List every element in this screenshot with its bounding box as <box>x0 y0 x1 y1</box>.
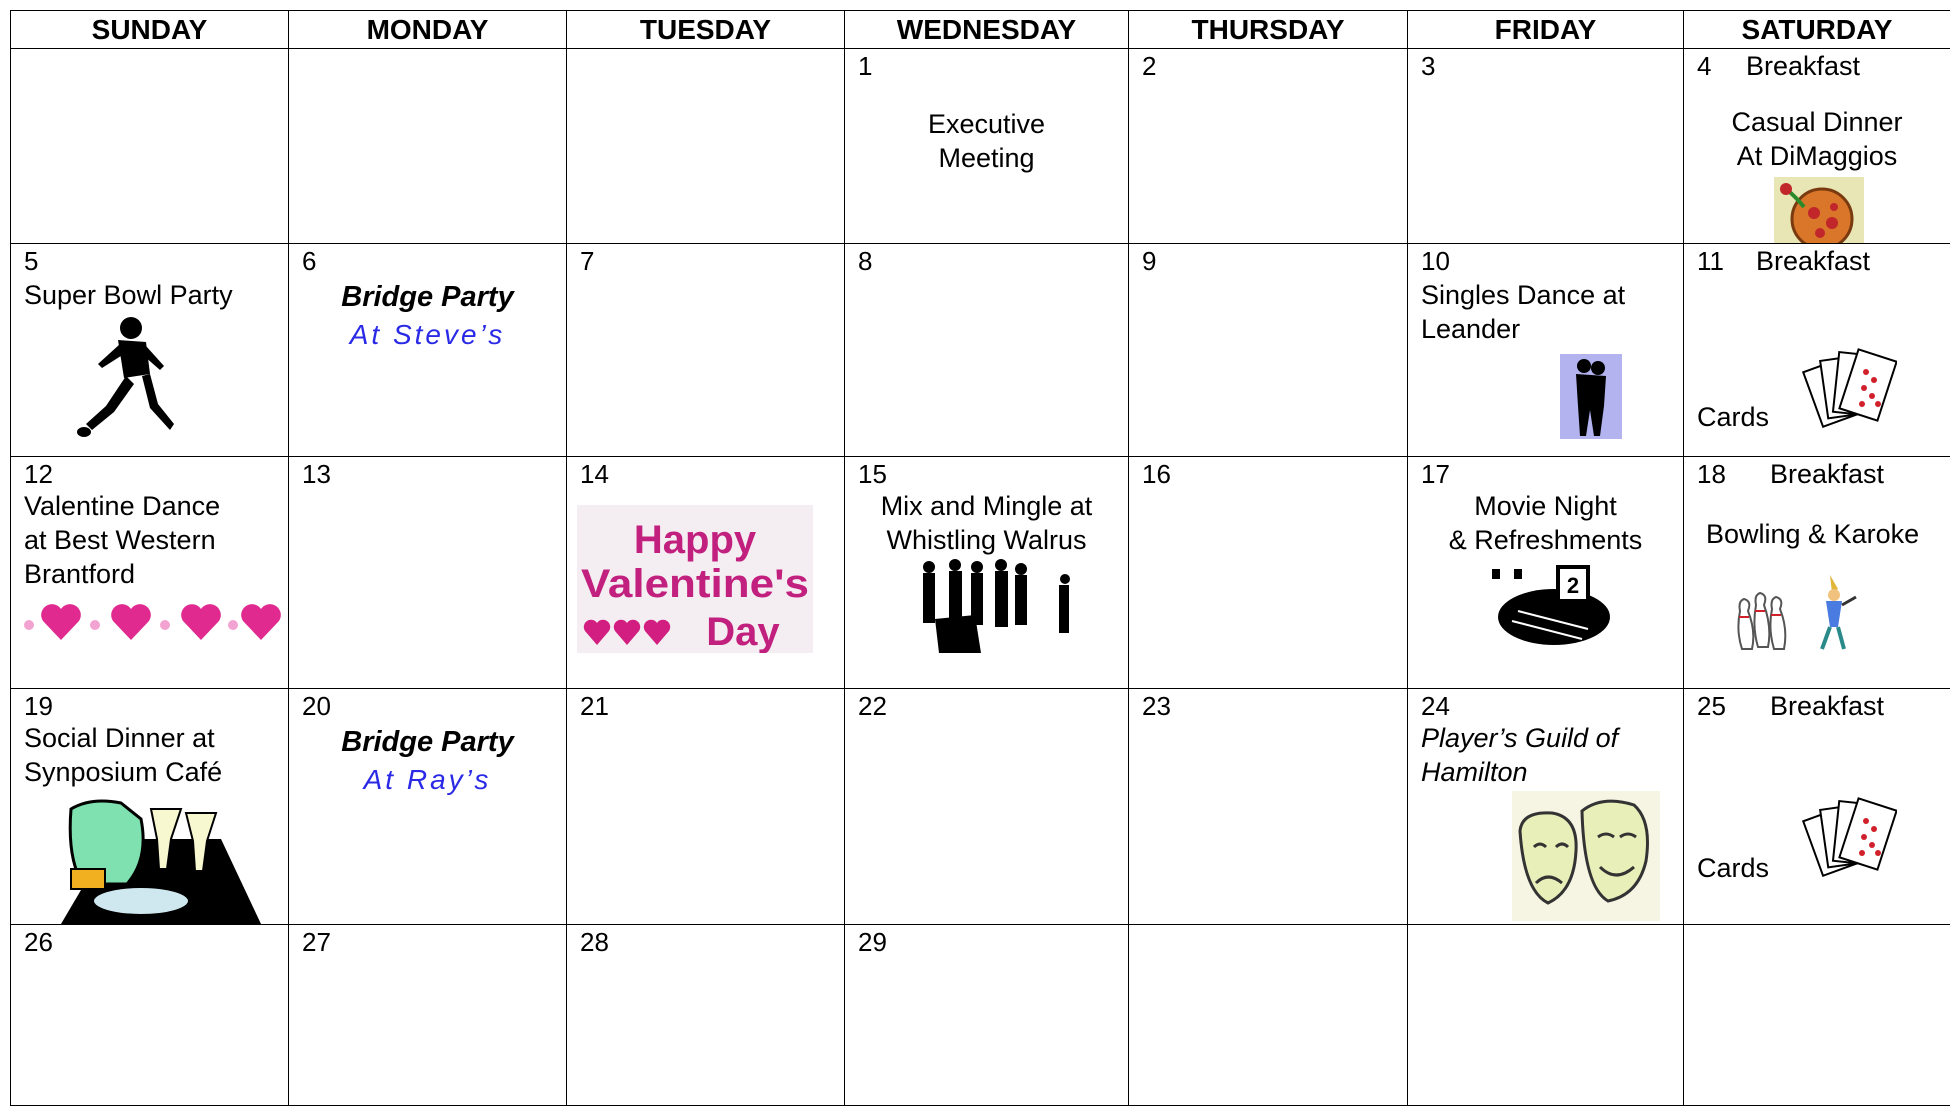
day-cell-3[interactable] <box>1408 49 1684 244</box>
svg-text:Day: Day <box>706 610 780 653</box>
hearts-border-icon <box>21 595 281 645</box>
header-tuesday: TUESDAY <box>567 11 845 49</box>
day-cell-29[interactable] <box>845 925 1129 1106</box>
event-breakfast: Breakfast <box>1756 246 1871 276</box>
header-thursday: THURSDAY <box>1129 11 1408 49</box>
day-number: 1 <box>858 51 873 81</box>
week-row-3 <box>11 457 1950 689</box>
day-number: 27 <box>302 927 331 957</box>
day-cell-28[interactable] <box>567 925 845 1106</box>
event-singles-dance: Singles Dance at Leander <box>1421 280 1626 344</box>
day-number: 19 <box>24 691 53 721</box>
theater-masks-icon <box>1512 791 1660 921</box>
day-cell-2[interactable] <box>1129 49 1408 244</box>
day-number: 9 <box>1142 246 1157 276</box>
day-cell-22[interactable] <box>845 689 1129 925</box>
day-number: 21 <box>580 691 609 721</box>
day-number: 25 <box>1697 691 1726 721</box>
event-bridge-party-title: Bridge Party <box>341 726 514 758</box>
day-cell-24[interactable] <box>1408 689 1684 925</box>
dinner-table-icon <box>31 789 261 924</box>
day-cell-empty <box>1129 925 1408 1106</box>
day-number: 17 <box>1421 459 1450 489</box>
event-bridge-party-host: At Ray’s <box>363 764 492 795</box>
calendar-grid <box>10 10 1950 1106</box>
playing-cards-icon <box>1802 793 1897 888</box>
header-monday: MONDAY <box>289 11 567 49</box>
day-cell-23[interactable] <box>1129 689 1408 925</box>
day-number: 8 <box>858 246 873 276</box>
event-bridge-party-title: Bridge Party <box>341 281 514 313</box>
week-row-5 <box>11 925 1950 1106</box>
day-cell-7[interactable] <box>567 244 845 457</box>
event-breakfast: Breakfast <box>1770 691 1885 721</box>
header-friday: FRIDAY <box>1408 11 1684 49</box>
svg-text:Valentine's: Valentine's <box>581 562 809 606</box>
day-cell-25[interactable] <box>1684 689 1950 925</box>
day-number: 22 <box>858 691 887 721</box>
event-bridge-party-host: At Steve’s <box>349 319 506 350</box>
day-number: 7 <box>580 246 595 276</box>
day-number: 4 <box>1697 51 1712 81</box>
weekday-header-row <box>11 11 1950 49</box>
day-cell-empty <box>289 49 567 244</box>
day-number: 18 <box>1697 459 1726 489</box>
event-cards: Cards <box>1697 402 1770 432</box>
day-number: 5 <box>24 246 39 276</box>
day-cell-19[interactable] <box>11 689 289 925</box>
event-executive-meeting: Executive Meeting <box>927 109 1046 173</box>
event-movie-night: Movie Night & Refreshments <box>1448 491 1643 555</box>
day-cell-4[interactable] <box>1684 49 1950 244</box>
happy-valentines-day-icon <box>577 505 813 653</box>
day-cell-8[interactable] <box>845 244 1129 457</box>
event-players-guild: Player’s Guild of Hamilton <box>1421 723 1619 787</box>
day-number: 6 <box>302 246 317 276</box>
svg-text:2: 2 <box>1566 573 1580 598</box>
day-number: 29 <box>858 927 887 957</box>
event-casual-dinner: Casual Dinner At DiMaggios <box>1731 107 1903 171</box>
event-cards: Cards <box>1697 853 1770 883</box>
day-number: 23 <box>1142 691 1171 721</box>
playing-cards-icon <box>1802 344 1897 439</box>
header-saturday: SATURDAY <box>1684 11 1950 49</box>
people-mingling-icon <box>915 559 1075 654</box>
day-cell-6[interactable] <box>289 244 567 457</box>
day-cell-12[interactable] <box>11 457 289 689</box>
day-cell-11[interactable] <box>1684 244 1950 457</box>
day-number: 2 <box>1142 51 1157 81</box>
day-number: 14 <box>580 459 609 489</box>
day-cell-1[interactable] <box>845 49 1129 244</box>
day-cell-27[interactable] <box>289 925 567 1106</box>
week-row-2 <box>11 244 1950 457</box>
day-cell-16[interactable] <box>1129 457 1408 689</box>
day-cell-10[interactable] <box>1408 244 1684 457</box>
day-cell-18[interactable] <box>1684 457 1950 689</box>
day-cell-21[interactable] <box>567 689 845 925</box>
pizza-icon <box>1774 177 1864 244</box>
event-social-dinner: Social Dinner at Synposium Café <box>24 723 223 787</box>
day-cell-20[interactable] <box>289 689 567 925</box>
day-number: 11 <box>1697 246 1724 276</box>
day-cell-empty <box>11 49 289 244</box>
event-valentine-dance: Valentine Dance at Best Western Brantford <box>24 491 221 589</box>
event-bowling-karoke: Bowling & Karoke <box>1706 519 1920 549</box>
dancing-couple-icon <box>1560 354 1622 439</box>
header-wednesday: WEDNESDAY <box>845 11 1129 49</box>
event-mix-and-mingle: Mix and Mingle at Whistling Walrus <box>880 491 1093 555</box>
day-cell-5[interactable] <box>11 244 289 457</box>
football-player-icon <box>76 314 176 444</box>
day-cell-14[interactable] <box>567 457 845 689</box>
day-number: 24 <box>1421 691 1450 721</box>
day-number: 3 <box>1421 51 1436 81</box>
day-number: 28 <box>580 927 609 957</box>
day-cell-empty <box>567 49 845 244</box>
week-row-1 <box>11 49 1950 244</box>
day-number: 20 <box>302 691 331 721</box>
day-number: 26 <box>24 927 53 957</box>
day-number: 12 <box>24 459 53 489</box>
day-cell-15[interactable] <box>845 457 1129 689</box>
day-number: 10 <box>1421 246 1450 276</box>
header-sunday: SUNDAY <box>11 11 289 49</box>
week-row-4 <box>11 689 1950 925</box>
day-number: 13 <box>302 459 331 489</box>
event-breakfast: Breakfast <box>1746 51 1861 81</box>
movie-theater-icon <box>1488 559 1613 647</box>
day-number: 16 <box>1142 459 1171 489</box>
day-cell-empty <box>1684 925 1950 1106</box>
day-cell-17[interactable] <box>1408 457 1684 689</box>
day-number: 15 <box>858 459 887 489</box>
svg-text:Happy: Happy <box>633 518 757 562</box>
day-cell-26[interactable] <box>11 925 289 1106</box>
event-breakfast: Breakfast <box>1770 459 1885 489</box>
bowling-karaoke-icon <box>1734 571 1864 651</box>
day-cell-9[interactable] <box>1129 244 1408 457</box>
day-cell-empty <box>1408 925 1684 1106</box>
event-super-bowl-party: Super Bowl Party <box>24 280 233 310</box>
day-cell-13[interactable] <box>289 457 567 689</box>
